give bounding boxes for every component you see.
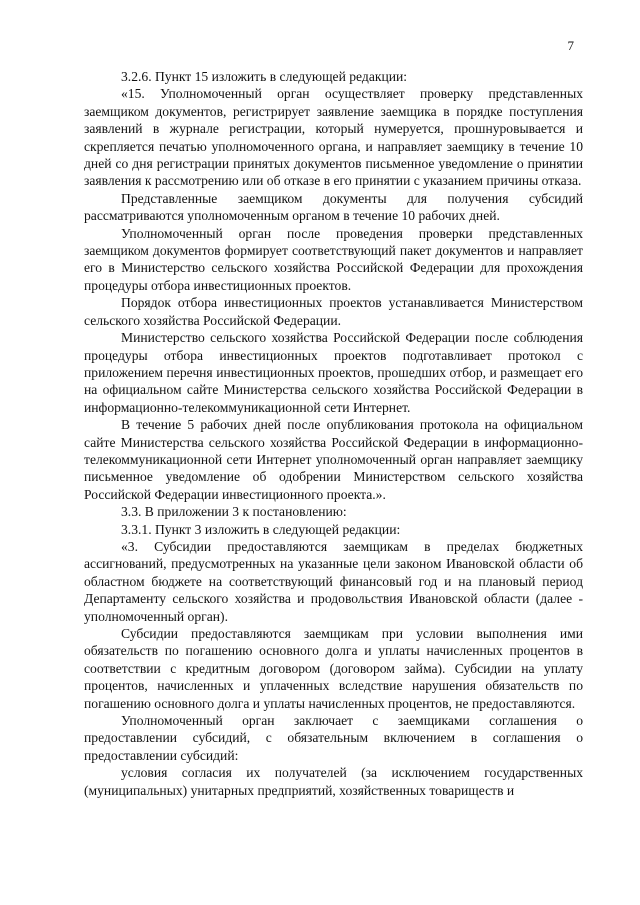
paragraph-ministry-protocol: Министерство сельского хозяйства Российской Федерации после соблюдения процедуры отбора инвестиционных проектов подготавливает протокол с приложением перечня инвестиционных проектов, прошедших отбор, и размещает его на официальном сайте Министерства сельского хозяйства Российской Федерации в информационно-телекоммуникационной сети Интернет. <box>84 330 583 415</box>
document-body <box>84 68 583 799</box>
paragraph-agreements: Уполномоченный орган заключает с заемщиками соглашения о предоставлении субсидий, с обязательным включением в соглашения о предоставлении субсидий: <box>84 713 583 763</box>
paragraph-3-3-1-heading: 3.3.1. Пункт 3 изложить в следующей редакции: <box>121 521 401 537</box>
paragraph-item-3-subsidies: «3. Субсидии предоставляются заемщикам в пределах бюджетных ассигнований, предусмотренных на указанные цели законом Ивановской области об областном бюджете на соответствующий финансовый год и на плановый период Департаменту сельского хозяйства и продовольствия Ивановской области (далее - уполномоченный орган). <box>84 538 583 624</box>
paragraph-notification: В течение 5 рабочих дней после опубликования протокола на официальном сайте Министерства сельского хозяйства Российской Федерации в информационно-телекоммуникационной сети Интернет уполномоченный орган направляет заемщику письменное уведомление об одобрении Министерством сельского хозяйства Российской Федерации инвестиционного проекта.». <box>84 417 583 502</box>
page-number: 7 <box>567 38 574 53</box>
paragraph-document-package: Уполномоченный орган после проведения проверки представленных заемщиком документов формирует соответствующий пакет документов и направляет его в Министерство сельского хозяйства Российской Федерации для прохождения процедуры отбора инвестиционных проектов. <box>84 225 583 293</box>
paragraph-consent-conditions: условия согласия их получателей (за исключением государственных (муниципальных) унитарных предприятий, хозяйственных товариществ и <box>84 765 583 798</box>
paragraph-review-period: Представленные заемщиком документы для получения субсидий рассматриваются уполномоченным органом в течение 10 рабочих дней. <box>84 190 583 224</box>
paragraph-item-15: «15. Уполномоченный орган осуществляет проверку представленных заемщиком документов, регистрирует заявление заемщика в порядке поступления заявлений в журнале регистрации, который нумеруется, прошнуровывается и скрепляется печатью уполномоченного органа, и направляет заемщику в течение 10 дней со дня регистрации принятых документов письменное уведомление о принятии заявления к рассмотрению или об отказе в его принятии с указанием причины отказа. <box>84 86 583 189</box>
paragraph-3-2-6-heading: 3.2.6. Пункт 15 изложить в следующей редакции: <box>121 69 408 84</box>
paragraph-3-3-heading: 3.3. В приложении 3 к постановлению: <box>121 504 347 520</box>
paragraph-subsidy-conditions: Субсидии предоставляются заемщикам при условии выполнения ими обязательств по погашению основного долга и уплаты начисленных процентов в соответствии с кредитным договором (договором займа). Субсидии на уплату процентов, начисленных и уплаченных вследствие нарушения обязательств по погашению основного долга и уплаты начисленных процентов, не предоставляются. <box>84 626 583 711</box>
paragraph-selection-procedure: Порядок отбора инвестиционных проектов устанавливается Министерством сельского хозяйства Российской Федерации. <box>84 295 583 328</box>
